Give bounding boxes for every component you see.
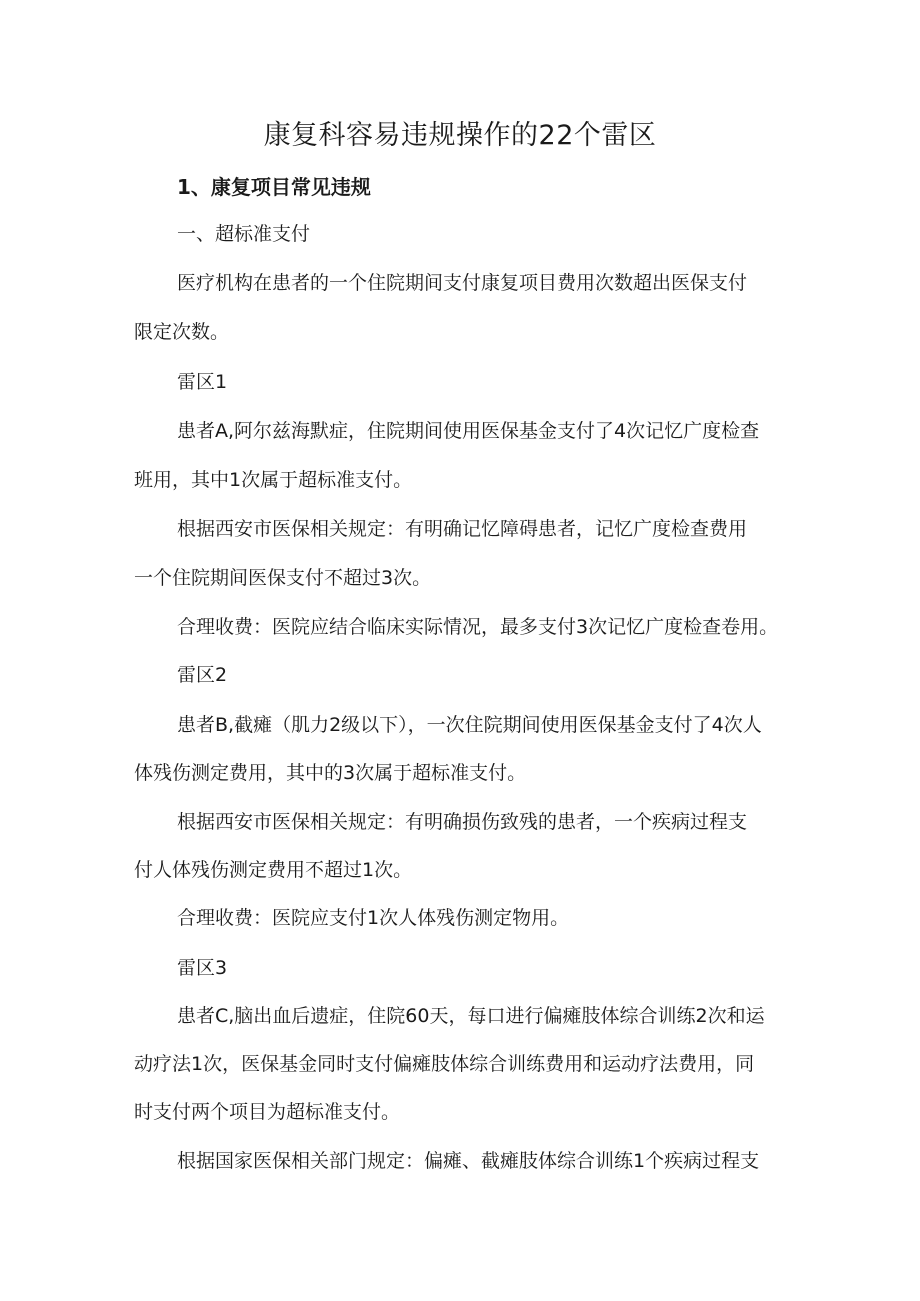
minefield-label-3: 雷区3 [177, 957, 228, 979]
paragraph-line: 班用，其中1次属于超标准支付。 [134, 469, 413, 491]
subheading-overstandard-payment: 一、超标准支付 [177, 223, 311, 245]
paragraph-line: 合理收费：医院应支付1次人体残伤测定物用。 [177, 907, 570, 929]
paragraph-line: 根据西安市医保相关规定：有明确损伤致残的患者，一个疾病过程支 [177, 811, 748, 833]
paragraph-line: 一个住院期间医保支付不超过3次。 [134, 567, 432, 589]
paragraph-line: 限定次数。 [134, 321, 230, 343]
paragraph-line: 合理收费：医院应结合临床实际情况，最多支付3次记忆广度检查卷用。 [177, 616, 779, 638]
paragraph-line: 患者C,脑出血后遗症，住院60天，每口进行偏瘫肢体综合训练2次和运 [177, 1005, 765, 1027]
paragraph-line: 患者B,截瘫（肌力2级以下），一次住院期间使用医保基金支付了4次人 [177, 714, 762, 736]
paragraph-line: 付人体残伤测定费用不超过1次。 [134, 859, 413, 881]
paragraph-line: 体残伤测定费用，其中的3次属于超标准支付。 [134, 762, 527, 784]
paragraph-line: 医疗机构在患者的一个住院期间支付康复项目费用次数超出医保支付 [177, 272, 748, 294]
paragraph-line: 根据国家医保相关部门规定：偏瘫、截瘫肢体综合训练1个疾病过程支 [177, 1150, 760, 1172]
paragraph-line: 时支付两个项目为超标准支付。 [134, 1101, 401, 1123]
paragraph-line: 动疗法1次，医保基金同时支付偏瘫肢体综合训练费用和运动疗法费用，同 [134, 1053, 755, 1075]
section-heading: 1、康复项目常见违规 [177, 175, 371, 199]
paragraph-line: 根据西安市医保相关规定：有明确记忆障碍患者，记忆广度检查费用 [177, 518, 748, 540]
document-title: 康复科容易违规操作的22个雷区 [263, 120, 657, 151]
paragraph-line: 患者A,阿尔兹海默症，住院期间使用医保基金支付了4次记忆广度检查 [177, 420, 760, 442]
minefield-label-1: 雷区1 [177, 371, 228, 393]
minefield-label-2: 雷区2 [177, 664, 228, 686]
